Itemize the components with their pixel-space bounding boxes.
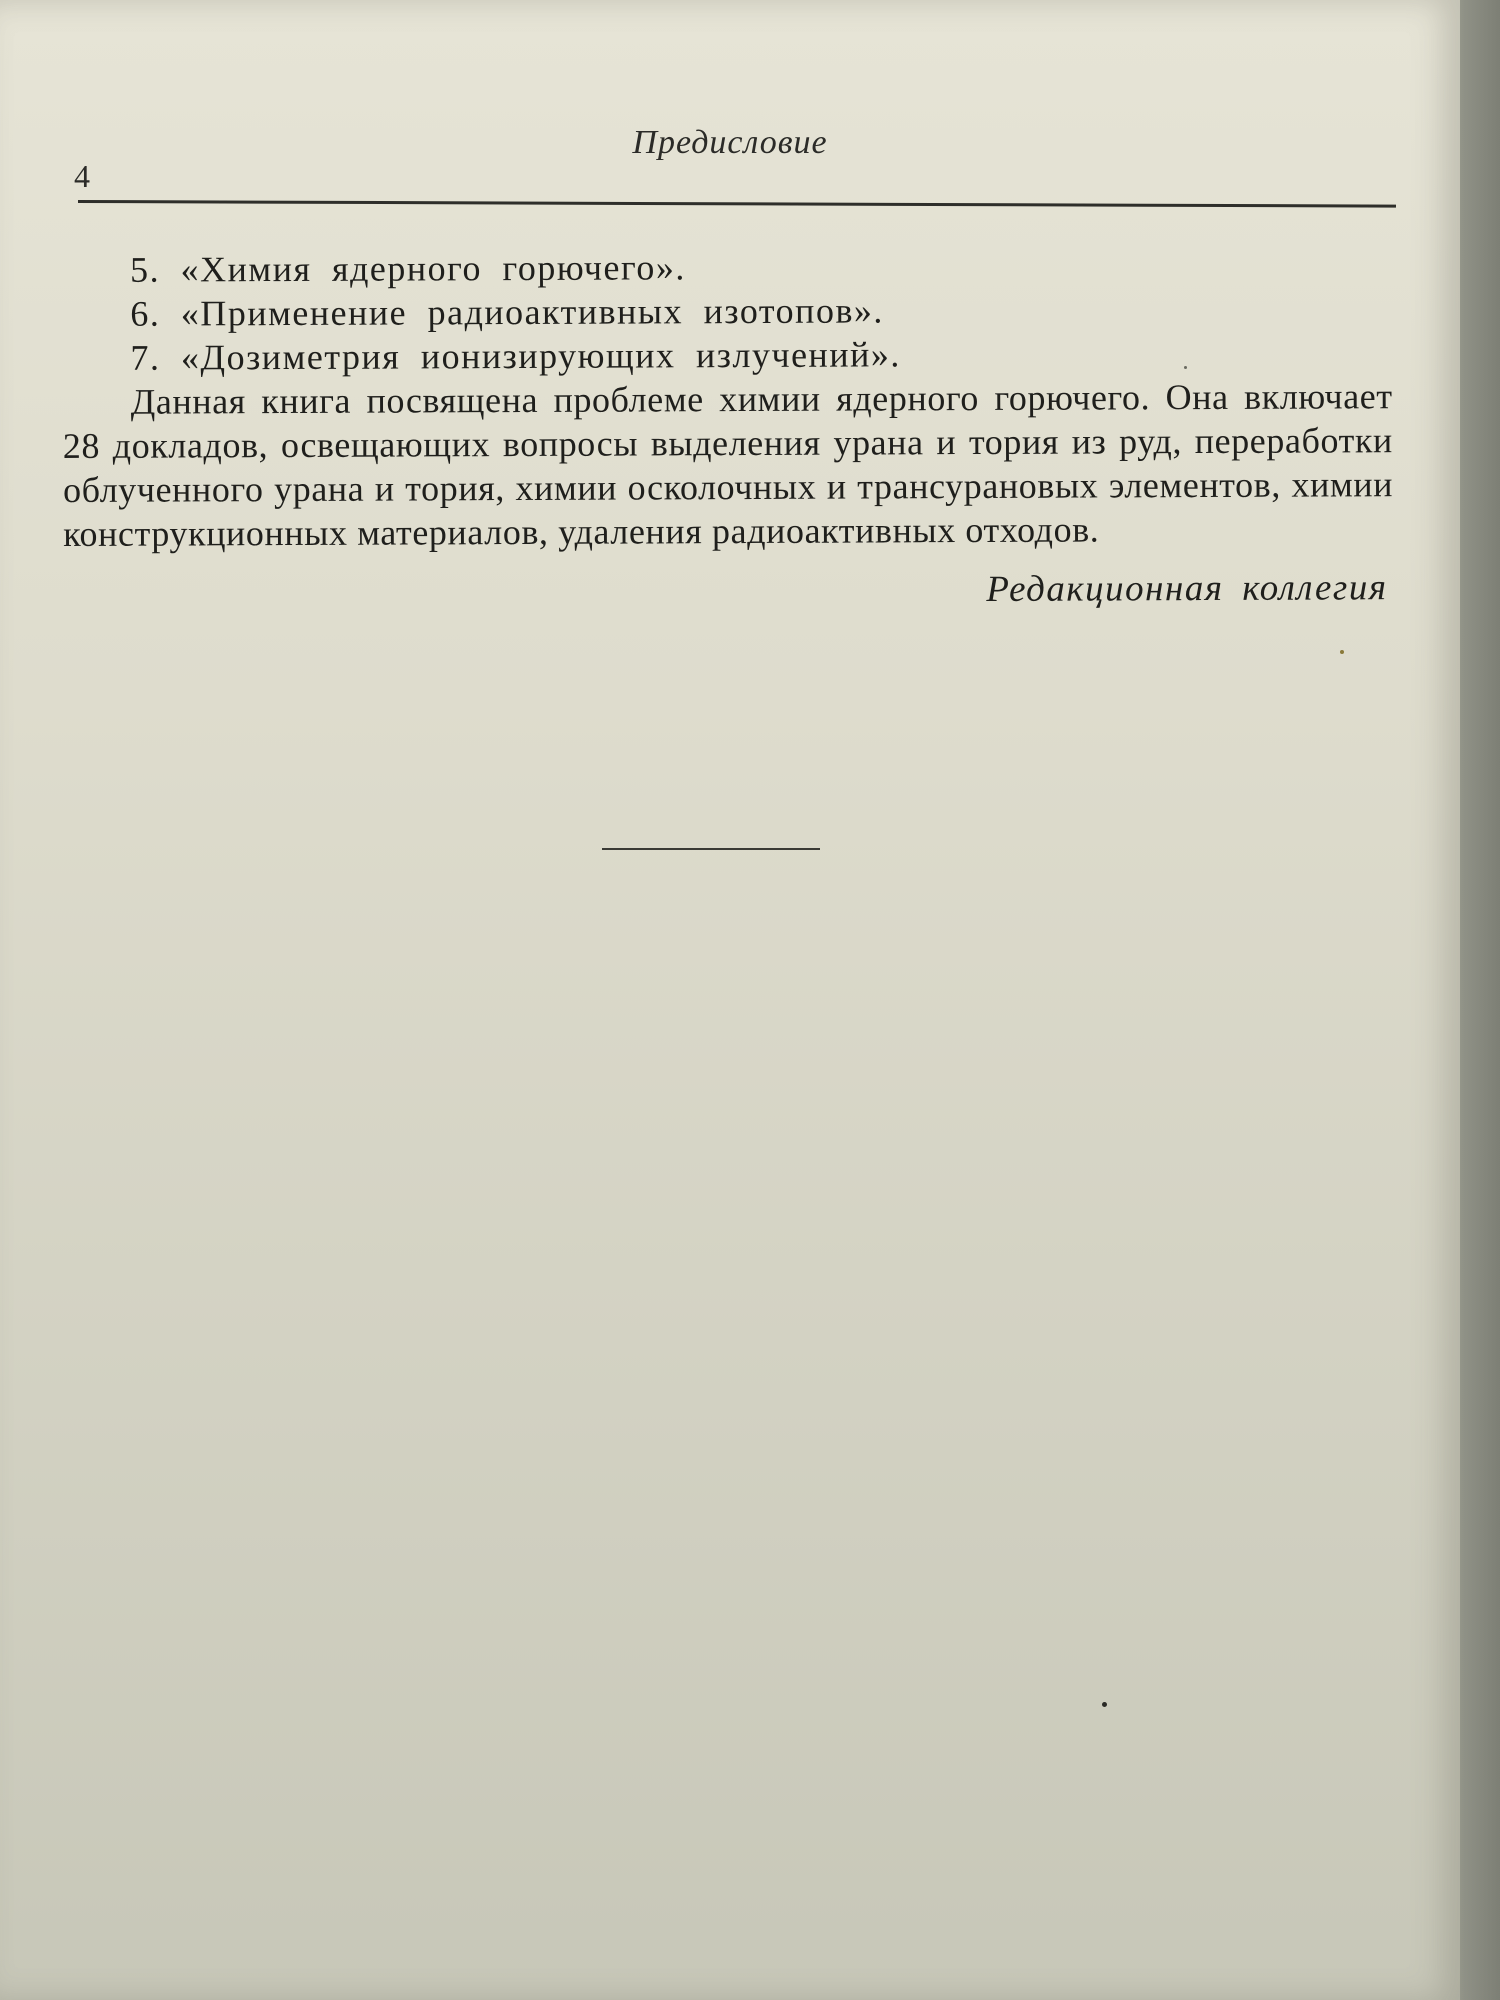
main-paragraph: Данная книга посвящена проблеме химии ядерного горючего. Она включает 28 докладов, освещающих вопросы выделения урана и тория из руд, переработки облученного урана и тория, химии осколочных и трансурановых элементов, химии конструкционных материалов, удаления радиоактивных отходов.: [62, 376, 1394, 554]
list-item: 6. «Применение радиоактивных изотопов».: [130, 290, 884, 334]
page-number: 4: [74, 158, 90, 194]
body-text: [62, 242, 1394, 616]
paper-speck: [1184, 366, 1187, 369]
header-rule: [78, 200, 1396, 208]
paper-speck: [1102, 1702, 1107, 1707]
signature: Редакционная коллегия: [986, 567, 1388, 610]
paper-speck: [1340, 650, 1344, 654]
list-item: 5. «Химия ядерного горючего».: [130, 247, 686, 290]
list-item: 7. «Дозиметрия ионизирующих излучений».: [130, 334, 901, 378]
end-rule: [602, 848, 820, 850]
running-head: Предисловие: [632, 124, 828, 161]
